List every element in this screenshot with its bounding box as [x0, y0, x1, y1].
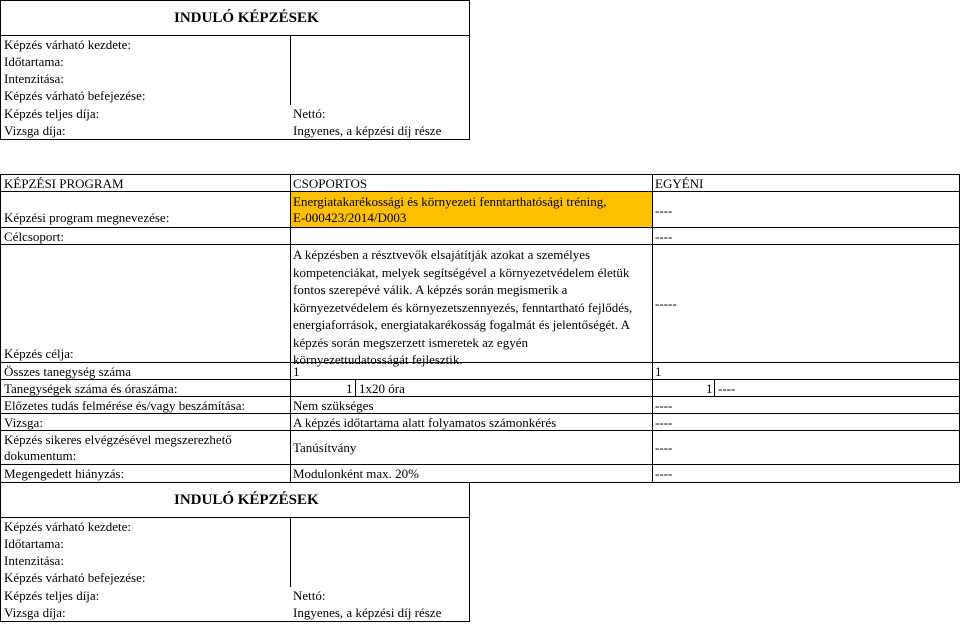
- end-label: Képzés várható befejezése:: [4, 570, 146, 585]
- border: [0, 482, 1, 622]
- absence-individual: ----: [655, 466, 673, 481]
- document-group: Tanúsítvány: [293, 440, 357, 455]
- border: [0, 464, 960, 465]
- prior-knowledge-individual: ----: [655, 398, 673, 413]
- duration-label: Időtartama:: [4, 54, 64, 69]
- target-group-individual: ----: [655, 229, 673, 244]
- goal-label: Képzés célja:: [4, 346, 74, 361]
- program-header-label: KÉPZÉSI PROGRAM: [4, 176, 124, 191]
- start-label: Képzés várható kezdete:: [4, 519, 132, 534]
- border: [0, 139, 470, 140]
- total-units-individual: 1: [655, 364, 662, 379]
- individual-column-header: EGYÉNI: [655, 176, 704, 191]
- units-hours-group-count: 1: [346, 381, 353, 396]
- border: [0, 174, 960, 175]
- goal-individual: -----: [655, 296, 677, 311]
- program-name-value-line2: E-000423/2014/D003: [293, 210, 407, 225]
- border: [469, 482, 470, 622]
- border: [0, 0, 470, 1]
- fee-label: Képzés teljes díja:: [4, 106, 100, 121]
- border: [0, 227, 960, 228]
- exam-individual: ----: [655, 415, 673, 430]
- units-hours-individual-count: 1: [706, 381, 713, 396]
- border: [469, 0, 470, 140]
- units-hours-group-value: 1x20 óra: [359, 381, 405, 396]
- exam-fee-label: Vizsga díja:: [4, 123, 66, 138]
- border: [0, 413, 960, 414]
- program-name-individual: ----: [655, 203, 673, 218]
- goal-text: A képzésben a résztvevők elsajátítják azokat a személyes kompetenciákat, melyek segítségével a környezetvédelem életük fontos szerepévé válik. A képzés során megismerik a környezetvédelem és környezetszennyezés, fenntartható fejlődés, energiaforrások, energiatakarékosság fogalmát és jelentőségét. A képzés során megszerzett ismeretek az egyén környezettudatosságát fejlesztik.: [293, 247, 633, 367]
- border: [0, 0, 1, 140]
- section-title: INDULÓ KÉPZÉSEK: [174, 492, 319, 508]
- exam-fee-label: Vizsga díja:: [4, 605, 66, 620]
- section-title: INDULÓ KÉPZÉSEK: [174, 10, 319, 26]
- border: [290, 517, 291, 587]
- prior-knowledge-label: Előzetes tudás felmérése és/vagy beszámítása:: [4, 398, 246, 413]
- document-individual: ----: [655, 440, 673, 455]
- start-label: Képzés várható kezdete:: [4, 37, 132, 52]
- border: [0, 430, 960, 431]
- exam-fee-value: Ingyenes, a képzési díj része: [293, 605, 442, 620]
- intensity-label: Intenzitása:: [4, 71, 64, 86]
- border: [0, 174, 1, 482]
- program-name-label: Képzési program megnevezése:: [4, 210, 170, 225]
- prior-knowledge-group: Nem szükséges: [293, 398, 374, 413]
- total-units-group: 1: [293, 364, 300, 379]
- exam-fee-value: Ingyenes, a képzési díj része: [293, 123, 442, 138]
- target-group-label: Célcsoport:: [4, 229, 64, 244]
- border: [0, 396, 960, 397]
- absence-label: Megengedett hiányzás:: [4, 466, 125, 481]
- border: [0, 379, 960, 380]
- border: [0, 517, 470, 518]
- group-column-header: CSOPORTOS: [293, 176, 368, 191]
- total-units-label: Összes tanegység száma: [4, 364, 132, 379]
- document-label-line1: Képzés sikeres elvégzésével megszerezhető: [4, 432, 232, 447]
- duration-label: Időtartama:: [4, 536, 64, 551]
- absence-group: Modulonként max. 20%: [293, 466, 420, 481]
- border: [0, 244, 960, 245]
- border: [652, 174, 653, 482]
- exam-group: A képzés időtartama alatt folyamatos számonkérés: [293, 415, 557, 430]
- exam-label: Vizsga:: [4, 415, 43, 430]
- end-label: Képzés várható befejezése:: [4, 88, 146, 103]
- program-name-value-line1: Energiatakarékossági és környezeti fenntarthatósági tréning,: [293, 194, 607, 209]
- net-label: Nettó:: [293, 106, 326, 121]
- border: [0, 482, 960, 483]
- border: [0, 35, 470, 36]
- units-hours-label: Tanegységek száma és óraszáma:: [4, 381, 178, 396]
- border: [0, 621, 470, 622]
- border: [714, 379, 715, 396]
- units-hours-individual-value: ----: [718, 381, 736, 396]
- net-label: Nettó:: [293, 588, 326, 603]
- document-label-line2: dokumentum:: [4, 448, 77, 463]
- intensity-label: Intenzitása:: [4, 553, 64, 568]
- fee-label: Képzés teljes díja:: [4, 588, 100, 603]
- border: [290, 35, 291, 105]
- border: [355, 379, 356, 396]
